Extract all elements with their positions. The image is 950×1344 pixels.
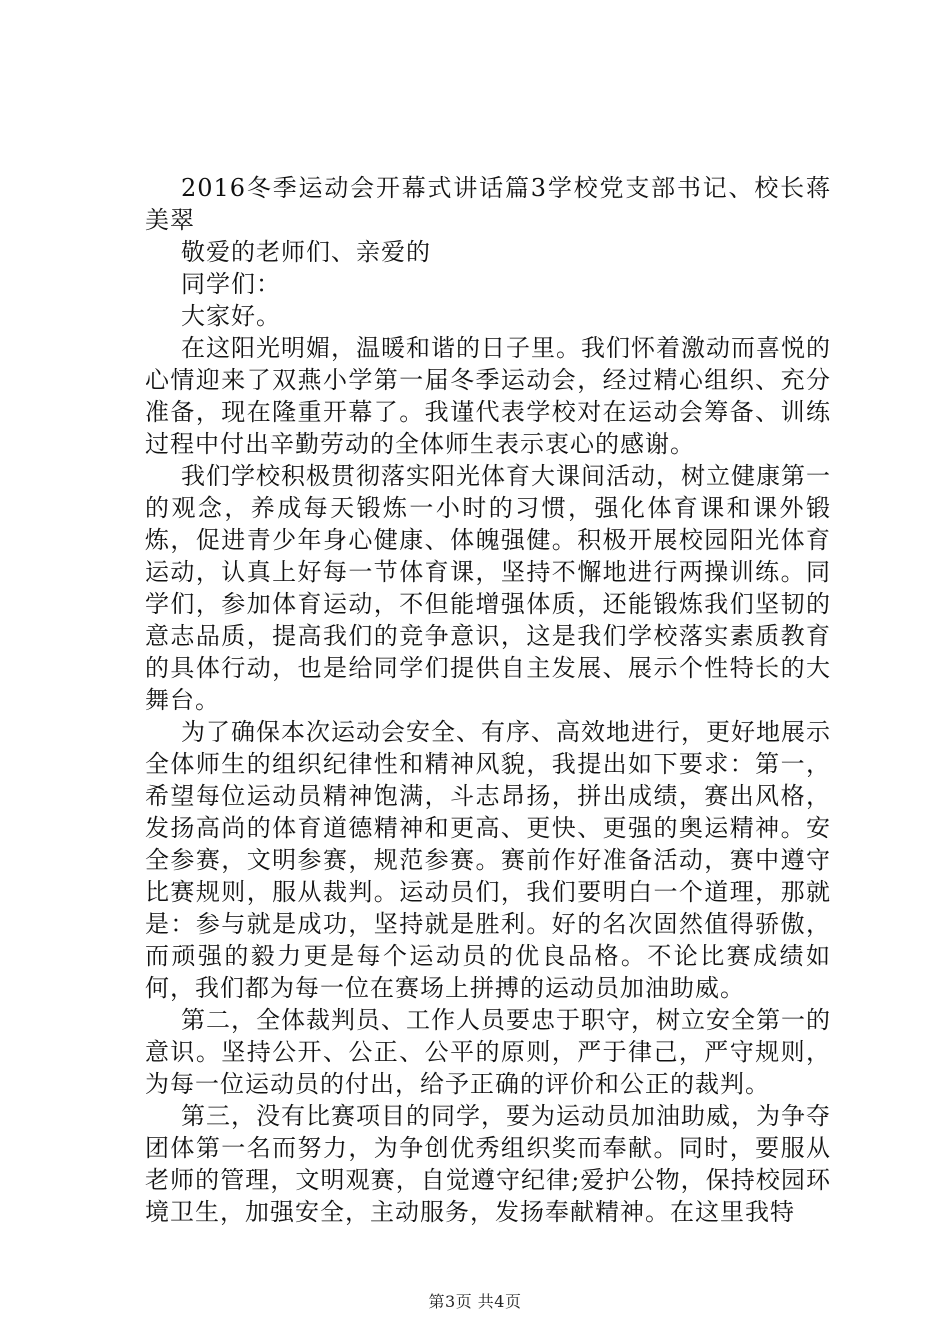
salutation-line: 敬爱的老师们、亲爱的 [181, 238, 431, 266]
greeting-line: 大家好。 [181, 302, 281, 330]
body-paragraph: 第二，全体裁判员、工作人员要忠于职守，树立安全第一的意识。坚持公开、公正、公平的原则，严于律己，严守规则，为每一位运动员的付出，给予正确的评价和公正的裁判。 [145, 1006, 831, 1098]
body-paragraph: 为了确保本次运动会安全、有序、高效地进行，更好地展示全体师生的组织纪律性和精神风貌，我提出如下要求：第一，希望每位运动员精神饱满，斗志昂扬，拼出成绩，赛出风格，发扬高尚的体育道德精神和更高、更快、更强的奥运精神。安全参赛，文明参赛，规范参赛。赛前作好准备活动，赛中遵守比赛规则，服从裁判。运动员们，我们要明白一个道理，那就是：参与就是成功，坚持就是胜利。好的名次固然值得骄傲，而顽强的毅力更是每个运动员的优良品格。不论比赛成绩如何，我们都为每一位在赛场上拼搏的运动员加油助威。 [145, 718, 831, 1002]
body-paragraph: 我们学校积极贯彻落实阳光体育大课间活动，树立健康第一的观念，养成每天锻炼一小时的习惯，强化体育课和课外锻炼，促进青少年身心健康、体魄强健。积极开展校园阳光体育运动，认真上好每一节体育课，坚持不懈地进行两操训练。同学们，参加体育运动，不但能增强体质，还能锻炼我们坚韧的意志品质，提高我们的竞争意识，这是我们学校落实素质教育的具体行动，也是给同学们提供自主发展、展示个性特长的大舞台。 [145, 462, 831, 714]
body-paragraph: 在这阳光明媚，温暖和谐的日子里。我们怀着激动而喜悦的心情迎来了双燕小学第一届冬季运动会，经过精心组织、充分准备，现在隆重开幕了。我谨代表学校对在运动会筹备、训练过程中付出辛勤劳动的全体师生表示衷心的感谢。 [145, 334, 831, 458]
salutation-line: 同学们： [181, 270, 281, 298]
page-number-footer: 第3页 共4页 [428, 1292, 522, 1311]
document-body [145, 172, 831, 1228]
doc-title-paragraph: 2016冬季运动会开幕式讲话篇3学校党支部书记、校长蒋美翠 [145, 174, 831, 234]
body-paragraph: 第三，没有比赛项目的同学，要为运动员加油助威，为争夺团体第一名而努力，为争创优秀组织奖而奉献。同时，要服从老师的管理，文明观赛，自觉遵守纪律;爱护公物，保持校园环境卫生，加强安全，主动服务，发扬奉献精神。在这里我特 [145, 1102, 831, 1226]
